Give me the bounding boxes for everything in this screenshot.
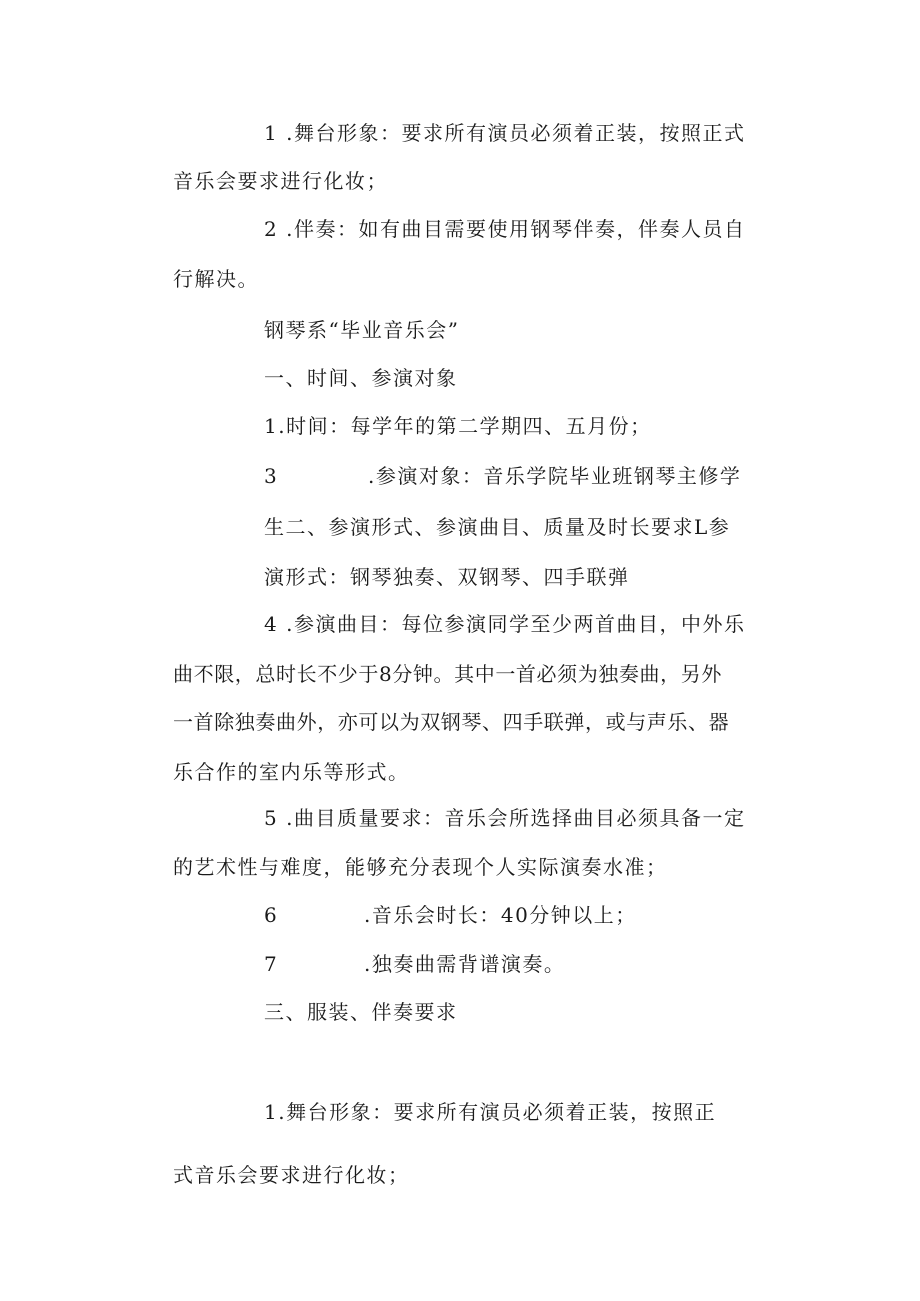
paragraph-line: 生二、参演形式、参演曲目、质量及时长要求L参 <box>264 515 731 539</box>
section-title: 钢琴系“毕业音乐会” <box>264 318 460 342</box>
paragraph-line: 的艺术性与难度，能够充分表现个人实际演奏水准； <box>173 855 668 879</box>
paragraph-line: .音乐会时长：40分钟以上； <box>364 903 637 927</box>
paragraph-line: .参演对象：音乐学院毕业班钢琴主修学 <box>368 464 742 488</box>
paragraph-line: 5 .曲目质量要求：音乐会所选择曲目必须具备一定 <box>264 806 746 830</box>
paragraph-line: .独奏曲需背谱演奏。 <box>364 952 566 976</box>
paragraph-line: 1.舞台形象：要求所有演员必须着正装，按照正 <box>264 1100 717 1124</box>
paragraph-line: 1 .舞台形象：要求所有演员必须着正装，按照正式 <box>264 121 746 145</box>
section-heading: 一、时间、参演对象 <box>264 366 458 390</box>
section-heading: 三、服装、伴奏要求 <box>264 1000 458 1024</box>
list-number: 3 <box>264 464 279 488</box>
list-number: 7 <box>264 952 279 976</box>
paragraph-line: 一首除独奏曲外，亦可以为双钢琴、四手联弹，或与声乐、器 <box>173 710 730 734</box>
paragraph-line: 音乐会要求进行化妆； <box>173 169 388 193</box>
paragraph-line: 演形式：钢琴独奏、双钢琴、四手联弹 <box>264 565 630 589</box>
paragraph-line: 1.时间：每学年的第二学期四、五月份； <box>264 414 652 438</box>
paragraph-line: 2 .伴奏：如有曲目需要使用钢琴伴奏，伴奏人员自 <box>264 217 746 241</box>
paragraph-line: 4 .参演曲目：每位参演同学至少两首曲目，中外乐 <box>264 612 746 636</box>
paragraph-line: 行解决。 <box>173 267 259 291</box>
paragraph-line: 式音乐会要求进行化妆； <box>173 1163 410 1187</box>
paragraph-line: 曲不限，总时长不少于8分钟。其中一首必须为独奏曲，另外 <box>173 662 722 686</box>
list-number: 6 <box>264 903 279 927</box>
paragraph-line: 乐合作的室内乐等形式。 <box>173 760 410 784</box>
